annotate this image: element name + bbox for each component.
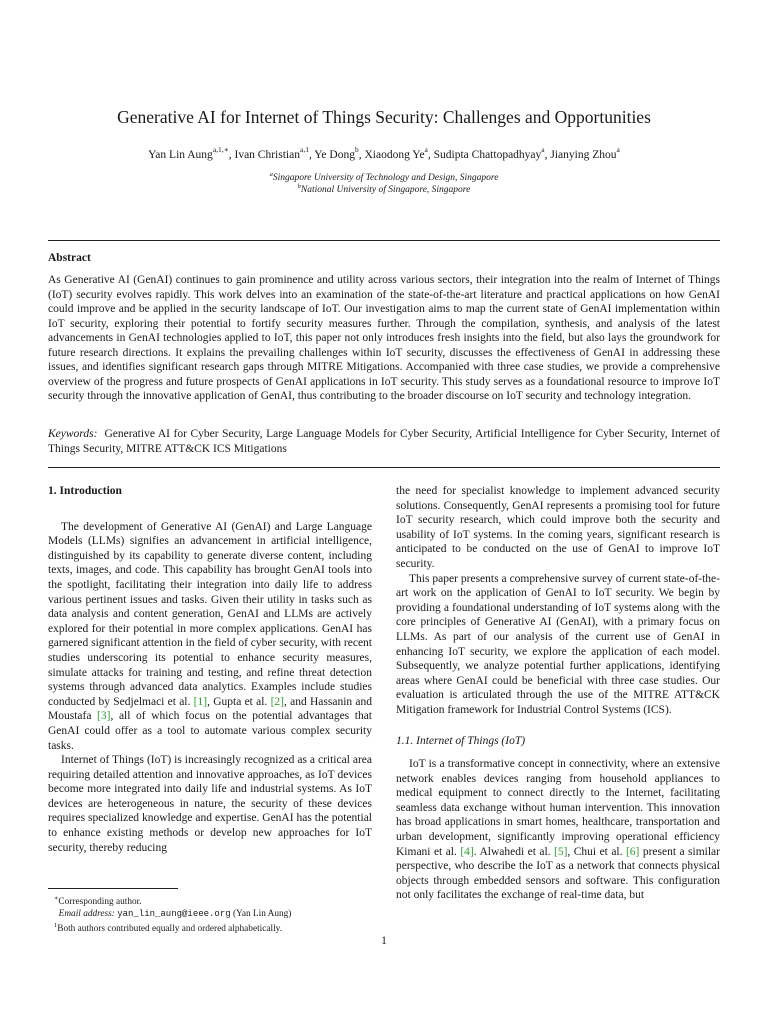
citation-3[interactable]: [3] — [97, 710, 111, 723]
citation-6[interactable]: [6] — [625, 845, 640, 858]
intro-p1-text-c: , and Hassanin and Moustafa — [48, 695, 373, 723]
footnote-corresponding — [48, 893, 372, 909]
author-list — [0, 145, 768, 162]
intro-p1-text-d: , all of which focus on the potential advantages that GenAI could offer as a tool to automate various complex security tasks. — [48, 710, 372, 752]
intro-paragraph-1 — [48, 520, 372, 754]
section-heading-introduction: 1. Introduction — [48, 485, 122, 497]
footnotes — [48, 893, 372, 936]
author-separator: , — [308, 149, 315, 161]
author-separator: , — [544, 149, 551, 161]
abstract-top-rule — [48, 240, 720, 241]
author-affiliation-mark: a — [424, 145, 428, 155]
subsection-heading-iot: 1.1. Internet of Things (IoT) — [396, 734, 526, 747]
author-separator: , — [228, 149, 235, 161]
abstract-body — [48, 273, 720, 404]
citation-5[interactable]: [5] — [554, 845, 568, 858]
author-name: Jianying Zhou — [550, 149, 617, 161]
author-name: Ye Dong — [314, 149, 355, 161]
author-name: Yan Lin Aung — [148, 149, 213, 161]
citation-2[interactable]: [2] — [270, 695, 284, 708]
abstract-text: As Generative AI (GenAI) continues to gain prominence and utility across various sectors, their integration into the realm of Internet of Things (IoT) security evolves rapidly. This work delves into an examination of the state-of-the-art literature and practical applications on how GenAI could improve and be applied in the security landscape of IoT. Our investigation aims to map the current state of GenAI implementation within IoT security, exploring their potential to fortify security measures further. Through the compilation, synthesis, and analysis of the latest advancements in GenAI technologies applied to IoT, this paper not only introduces fresh insights into the field, but also lays the groundwork for future research directions. It explains the prevailing challenges within IoT security, discusses the effectiveness of GenAI in addressing these issues, and identifies significant research gaps through MITRE Mitigations. Accompanied with three case studies, we provide a comprehensive overview of the progress and future prospects of GenAI applications in IoT security. This study serves as a foundational resource to improve IoT security through the innovative application of GenAI, thus contributing to the broader discourse on IoT security and technology integration. — [48, 274, 720, 402]
paper-title: Generative AI for Internet of Things Security: Challenges and Opportunities — [117, 107, 651, 127]
intro-paragraph-2: Internet of Things (IoT) is increasingly recognized as a critical area requiring detailed attention and innovative approaches, as IoT devices become more integrated into daily life and industrial systems. As IoT devices are heterogeneous in nature, the security of these devices requires specialized knowledge and expertise. GenAI has the potential to enhance existing methods or develop new approaches for IoT security, thereby reducing — [48, 754, 372, 854]
footnote-email — [48, 909, 372, 921]
affiliation-mark: a — [269, 170, 273, 178]
footnote-equal-text: Both authors contributed equally and ordered alphabetically. — [57, 924, 283, 935]
author-affiliation-mark: a,1 — [299, 145, 309, 155]
left-column — [48, 484, 372, 855]
affiliation-name: Singapore University of Technology and Design, Singapore — [272, 173, 499, 183]
page-number: 1 — [381, 935, 387, 947]
iot-paragraph-1 — [396, 757, 720, 903]
affiliation-mark: b — [297, 182, 301, 190]
citation-1[interactable]: [1] — [193, 695, 208, 708]
author-affiliation-mark: a — [616, 145, 620, 155]
email-owner: (Yan Lin Aung) — [232, 908, 292, 919]
keywords-text: Generative AI for Cyber Security, Large Language Models for Cyber Security, Artificial Intelligence for Cyber Security, Internet of Things Security, MITRE ATT&CK ICS Mitigations — [48, 428, 720, 455]
keywords-label: Keywords: — [48, 428, 98, 440]
email-address[interactable]: yan_lin_aung@ieee.org — [117, 908, 231, 919]
author-affiliation-mark: a,1,∗ — [212, 145, 229, 155]
keywords — [48, 427, 720, 456]
author-affiliation-mark: b — [354, 145, 359, 155]
email-label: Email address: — [58, 908, 115, 919]
author-name: Ivan Christian — [234, 149, 300, 161]
footnote-mark-equal: 1 — [54, 922, 58, 930]
footnote-corresponding-text: Corresponding author. — [58, 897, 142, 908]
author-separator: , — [358, 149, 365, 161]
iot-p1-text-a: IoT is a transformative concept in connectivity, where an extensive network enables devices ranging from household appliances to medical equipment to connect directly to the Internet, facilitating seamless data exchange without human intervention. This innovation has broad applications in smart homes, healthcare, transportation and urban development, significantly improving operational efficiency Kimani et al. — [396, 758, 720, 858]
iot-p1-text-b: . Alwahedi et al. — [473, 845, 554, 858]
footnote-rule — [48, 888, 178, 889]
citation-4[interactable]: [4] — [460, 845, 474, 858]
abstract-heading: Abstract — [48, 252, 91, 264]
iot-p1-text-c: , Chui et al. — [567, 845, 626, 858]
affiliation-line — [0, 184, 768, 196]
affiliation-name: National University of Singapore, Singapore — [300, 185, 471, 195]
author-separator: , — [427, 149, 434, 161]
author-name: Xiaodong Ye — [364, 149, 425, 161]
footnote-equal-contribution — [48, 920, 372, 936]
author-affiliation-mark: a — [541, 145, 545, 155]
intro-paragraph-2-continued: the need for specialist knowledge to implement advanced security solutions. Consequently, GenAI represents a promising tool for future IoT security research, which could improve both the security and usability of IoT systems. In the coming years, significant research is anticipated to be conducted on the use of GenAI to improve IoT security. — [396, 485, 720, 570]
author-name: Sudipta Chattopadhyay — [433, 149, 542, 161]
affiliation-line — [0, 172, 768, 184]
affiliation-list — [0, 172, 768, 196]
right-column — [396, 484, 720, 903]
footnote-mark-corresponding: ∗ — [54, 895, 59, 902]
abstract-bottom-rule — [48, 467, 720, 468]
iot-p1-text-d: present a similar perspective, who describe the IoT as a network that connects physical objects through embedded sensors and software. This configuration not only facilitates the exchange of real-time data, but — [396, 845, 720, 902]
intro-p1-text-a: The development of Generative AI (GenAI) and Large Language Models (LLMs) signifies an advancement in artificial intelligence, distinguished by its capability to generate diverse content, including texts, images, and code. This capability has brought GenAI tools into the spotlight, facilitating their integration into daily life to address various pertinent issues and tasks. Given their utility in tasks such as data analysis and content generation, GenAI and LLMs are actively explored for their potential in more complex applications. GenAI has garnered significant attention in the field of cyber security, with recent studies underscoring its potential to enhance security measures, simulate attacks for training and testing, and refine threat detection systems through advanced data analytics. Examples include studies conducted by Sedjelmaci et al. — [48, 520, 373, 708]
intro-paragraph-3: This paper presents a comprehensive survey of current state-of-the-art work on the application of GenAI to IoT security. We begin by providing a foundational understanding of IoT systems along with the core principles of Generative AI (GenAI), with a primary focus on LLMs. As part of our analysis of the current use of GenAI in enhancing IoT security, we explore the application of each model. Subsequently, we analyze potential further applications, identifying areas where GenAI could be beneficial with three case studies. Our evaluation is articulated through the use of the MITRE ATT&CK Mitigation framework for Industrial Control Systems (ICS). — [396, 572, 720, 716]
intro-p1-text-b: , Gupta et al. — [207, 695, 271, 708]
